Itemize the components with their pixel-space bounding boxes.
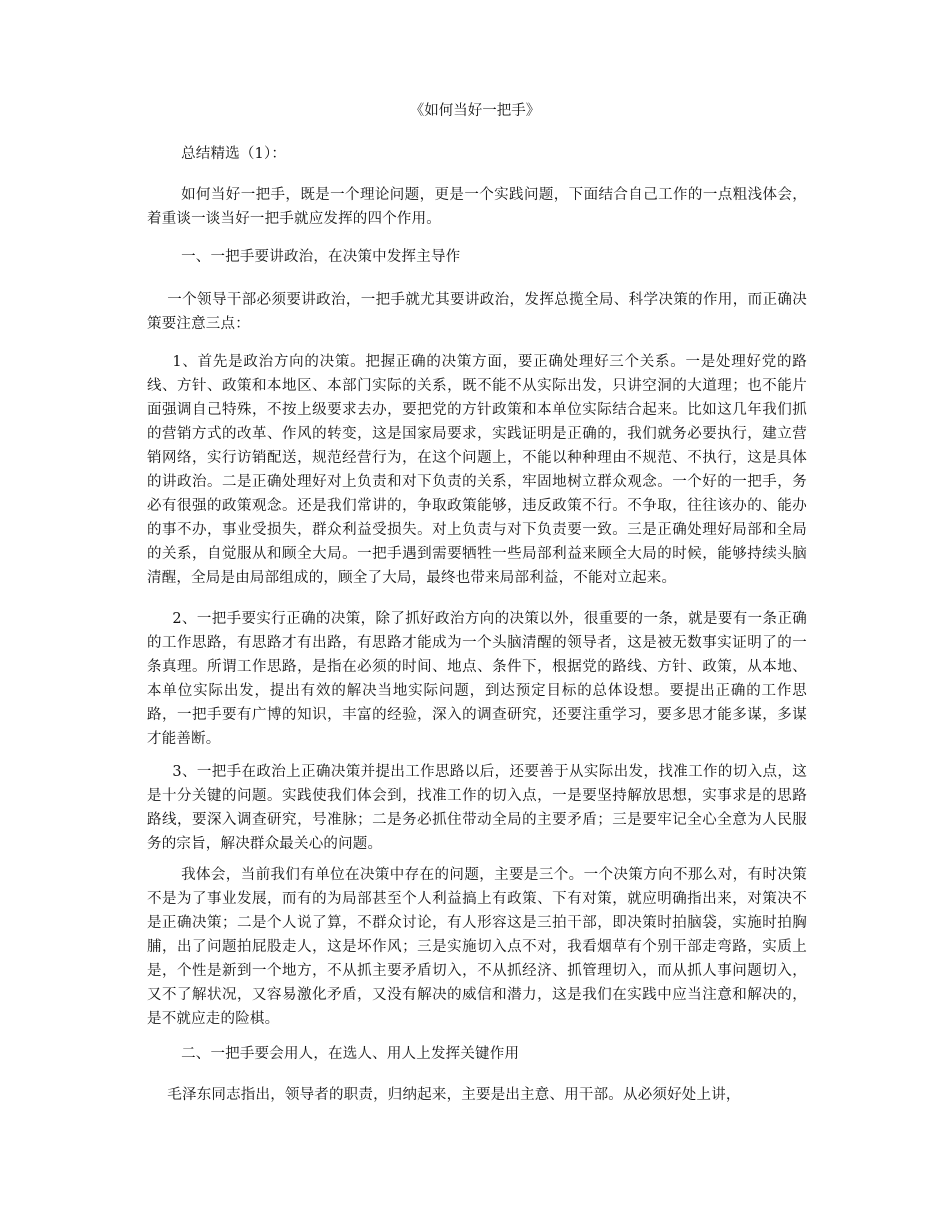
paragraph-mao-quote: 毛泽东同志指出，领导者的职责，归纳起来，主要是出主意、用干部。从必须好处上讲， bbox=[167, 1087, 741, 1103]
paragraph-experience: 我体会，当前我们有单位在决策中存在的问题，主要是三个。一个决策方向不那么对，有时决策不是为了事业发展，而有的为局部甚至个人利益搞上有政策、下有对策，就应明确指出来，对策决不是正确决策；二是个人说了算，不群众讨论，有人形容这是三拍干部，即决策时拍脑袋，实施时拍胸脯，出了问题拍屁股走人，这是坏作风；三是实施切入点不对，我看烟草有个别干部走弯路，实质上是，个性是新到一个地方，不从抓主要矛盾切入，不从抓经济、抓管理切入，而从抓人事问题切入，又不了解状况，又容易激化矛盾，又没有解决的威信和潜力，这是我们在实践中应当注意和解决的，是不就应走的险棋。 bbox=[147, 867, 807, 1027]
section-heading-1: 一、一把手要讲政治，在决策中发挥主导作 bbox=[181, 249, 461, 265]
paragraph-intro: 如何当好一把手，既是一个理论问题，更是一个实践问题，下面结合自己工作的一点粗浅体会，着重谈一谈当好一把手就应发挥的四个作用。 bbox=[147, 187, 807, 227]
document-title: 《如何当好一把手》 bbox=[409, 103, 541, 119]
section-heading-2: 二、一把手要会用人，在选人、用人上发挥关键作用 bbox=[181, 1046, 520, 1062]
paragraph-politics: 一个领导干部必须要讲政治，一把手就尤其要讲政治，发挥总揽全局、科学决策的作用，而正确决策要注意三点： bbox=[147, 292, 807, 332]
paragraph-point-1: 1、首先是政治方向的决策。把握正确的决策方面，要正确处理好三个关系。一是处理好党的路线、方针、政策和本地区、本部门实际的关系，既不能不从实际出发，只讲空洞的大道理；也不能片面强调自己特殊，不按上级要求去办，要把党的方针政策和本单位实际结合起来。比如这几年我们抓的营销方式的改革、作风的转变，这是国家局要求，实践证明是正确的，我们就务必要执行，建立营销网络，实行访销配送，规范经营行为，在这个问题上，不能以种种理由不规范、不执行，这是具体的讲政治。二是正确处理好对上负责和对下负责的关系，牢固地树立群众观念。一个好的一把手，务必有很强的政策观念。还是我们常讲的，争取政策能够，违反政策不行。不争取，往往该办的、能办的事不办，事业受损失，群众利益受损失。对上负责与对下负责要一致。三是正确处理好局部和全局的关系，自觉服从和顾全大局。一把手遇到需要牺牲一些局部利益来顾全大局的时候，能够持续头脑清醒，全局是由局部组成的，顾全了大局，最终也带来局部利益，不能对立起来。 bbox=[147, 354, 807, 586]
paragraph-point-3: 3、一把手在政治上正确决策并提出工作思路以后，还要善于从实际出发，找准工作的切入点，这是十分关键的问题。实践使我们体会到，找准工作的切入点，一是要坚持解放思想，实事求是的思路路线，要深入调查研究，号准脉；二是务必抓住带动全局的主要矛盾；三是要牢记全心全意为人民服务的宗旨，解决群众最关心的问题。 bbox=[147, 764, 807, 852]
paragraph-summary-label: 总结精选（1）： bbox=[181, 146, 287, 162]
paragraph-point-2: 2、一把手要实行正确的决策，除了抓好政治方向的决策以外，很重要的一条，就是要有一条正确的工作思路，有思路才有出路，有思路才能成为一个头脑清醒的领导者，这是被无数事实证明了的一条真理。所谓工作思路，是指在必须的时间、地点、条件下，根据党的路线、方针、政策，从本地、本单位实际出发，提出有效的解决当地实际问题，到达预定目标的总体设想。要提出正确的工作思路，一把手要有广博的知识，丰富的经验，深入的调查研究，还要注重学习，要多思才能多谋，多谋才能善断。 bbox=[147, 611, 807, 747]
